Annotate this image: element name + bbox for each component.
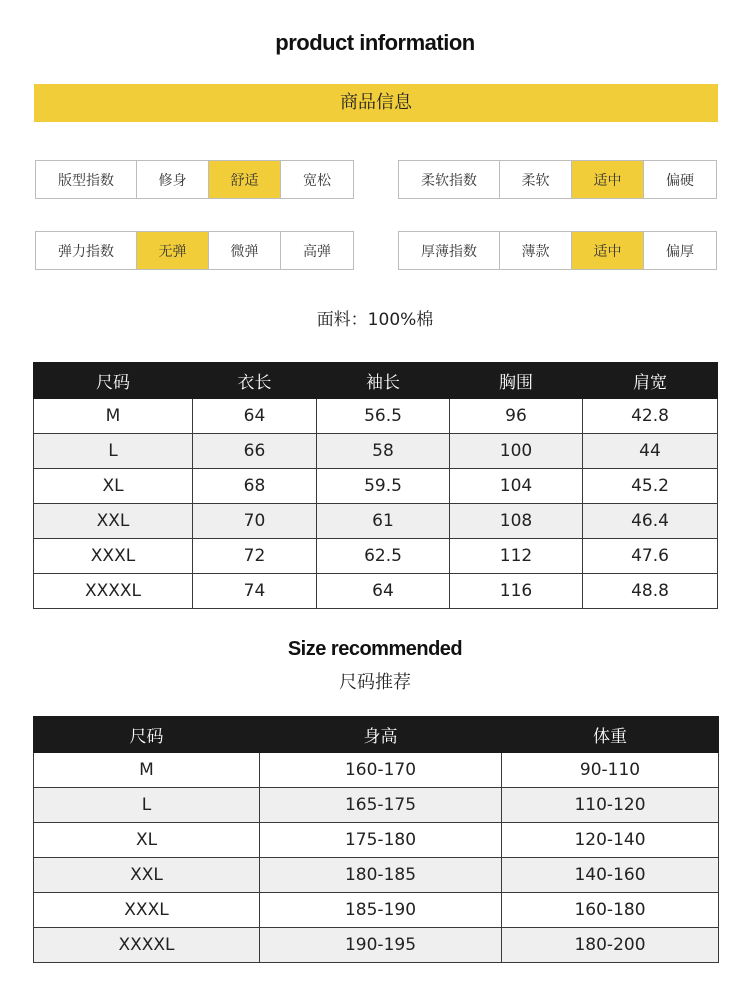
table-cell: 108 <box>450 504 583 539</box>
table-cell: 74 <box>193 574 317 609</box>
attribute-fit <box>35 160 354 199</box>
column-header: 胸围 <box>450 363 583 399</box>
table-cell: 160-180 <box>502 893 719 928</box>
table-cell: XXL <box>34 858 260 893</box>
table-cell: 140-160 <box>502 858 719 893</box>
column-header: 尺码 <box>34 717 260 753</box>
attribute-row <box>399 232 717 270</box>
table-cell: 104 <box>450 469 583 504</box>
table-cell: L <box>34 434 193 469</box>
table-cell: 90-110 <box>502 753 719 788</box>
size-chart-table <box>33 362 718 609</box>
table-row <box>34 504 718 539</box>
attribute-option: 偏厚 <box>644 232 717 270</box>
attribute-option: 适中 <box>572 232 644 270</box>
table-cell: M <box>34 753 260 788</box>
table-cell: 180-185 <box>260 858 502 893</box>
table-cell: XXXL <box>34 539 193 574</box>
attribute-label: 版型指数 <box>36 161 137 199</box>
table-cell: 72 <box>193 539 317 574</box>
table-cell: XL <box>34 469 193 504</box>
table-row <box>34 539 718 574</box>
fabric-info: 面料：100%棉 <box>316 310 434 330</box>
attribute-option: 薄款 <box>500 232 572 270</box>
table-row <box>34 823 719 858</box>
table-cell: XXL <box>34 504 193 539</box>
table-cell: 44 <box>583 434 718 469</box>
table-cell: 96 <box>450 399 583 434</box>
table-cell: 68 <box>193 469 317 504</box>
table-row <box>34 858 719 893</box>
table-row <box>34 928 719 963</box>
attribute-label: 柔软指数 <box>399 161 500 199</box>
attribute-row <box>36 232 354 270</box>
table-cell: 48.8 <box>583 574 718 609</box>
table-row <box>34 893 719 928</box>
table-cell: 70 <box>193 504 317 539</box>
attribute-row <box>36 161 354 199</box>
attribute-option: 适中 <box>572 161 644 199</box>
table-cell: L <box>34 788 260 823</box>
table-cell: 165-175 <box>260 788 502 823</box>
attribute-label: 弹力指数 <box>36 232 137 270</box>
table-cell: M <box>34 399 193 434</box>
column-header: 尺码 <box>34 363 193 399</box>
table-cell: 100 <box>450 434 583 469</box>
attribute-thickness <box>398 231 717 270</box>
table-cell: 64 <box>317 574 450 609</box>
table-row <box>34 753 719 788</box>
table-cell: 185-190 <box>260 893 502 928</box>
table-cell: 110-120 <box>502 788 719 823</box>
attribute-option: 微弹 <box>209 232 281 270</box>
table-cell: 42.8 <box>583 399 718 434</box>
attribute-label: 厚薄指数 <box>399 232 500 270</box>
table-cell: 112 <box>450 539 583 574</box>
table-cell: 46.4 <box>583 504 718 539</box>
table-cell: XXXXL <box>34 574 193 609</box>
column-header: 肩宽 <box>583 363 718 399</box>
page-title: product information <box>275 30 475 55</box>
recommend-header <box>34 717 719 753</box>
attribute-option: 修身 <box>137 161 209 199</box>
table-cell: 58 <box>317 434 450 469</box>
recommend-title-cn: 尺码推荐 <box>339 672 411 693</box>
table-cell: 190-195 <box>260 928 502 963</box>
attribute-option: 宽松 <box>281 161 354 199</box>
recommend-title-en: Size recommended <box>287 638 463 660</box>
table-cell: 62.5 <box>317 539 450 574</box>
table-cell: 66 <box>193 434 317 469</box>
table-row <box>34 469 718 504</box>
table-cell: 120-140 <box>502 823 719 858</box>
column-header: 袖长 <box>317 363 450 399</box>
table-row <box>34 399 718 434</box>
table-cell: 47.6 <box>583 539 718 574</box>
attribute-row <box>399 161 717 199</box>
table-cell: 180-200 <box>502 928 719 963</box>
table-row <box>34 434 718 469</box>
attribute-option: 高弹 <box>281 232 354 270</box>
column-header: 衣长 <box>193 363 317 399</box>
recommend-table <box>33 716 719 963</box>
table-cell: XXXL <box>34 893 260 928</box>
table-cell: 160-170 <box>260 753 502 788</box>
table-cell: 116 <box>450 574 583 609</box>
table-cell: XL <box>34 823 260 858</box>
column-header: 体重 <box>502 717 719 753</box>
column-header: 身高 <box>260 717 502 753</box>
table-cell: 64 <box>193 399 317 434</box>
attribute-option: 无弹 <box>137 232 209 270</box>
section-banner: 商品信息 <box>34 84 718 122</box>
table-cell: 56.5 <box>317 399 450 434</box>
table-cell: 175-180 <box>260 823 502 858</box>
table-cell: 45.2 <box>583 469 718 504</box>
table-cell: 61 <box>317 504 450 539</box>
table-row <box>34 788 719 823</box>
size-chart-header <box>34 363 718 399</box>
table-row <box>34 574 718 609</box>
table-cell: XXXXL <box>34 928 260 963</box>
table-cell: 59.5 <box>317 469 450 504</box>
attribute-elasticity <box>35 231 354 270</box>
attribute-option: 柔软 <box>500 161 572 199</box>
attribute-option: 舒适 <box>209 161 281 199</box>
attribute-softness <box>398 160 717 199</box>
attribute-option: 偏硬 <box>644 161 717 199</box>
